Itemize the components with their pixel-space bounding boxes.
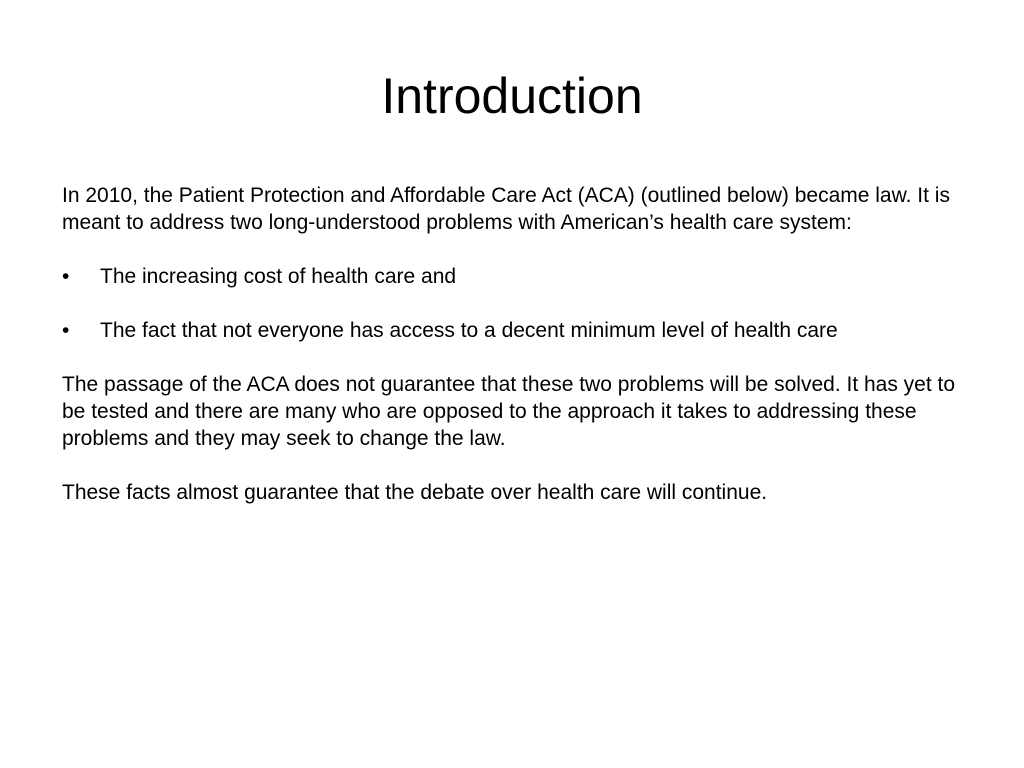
slide-body bbox=[62, 182, 967, 533]
bullet-marker: • bbox=[62, 265, 70, 288]
intro-paragraph: In 2010, the Patient Protection and Affordable Care Act (ACA) (outlined below) became law. It is meant to address two long-understood problems with American’s health care system: bbox=[62, 184, 950, 234]
body-paragraph: The passage of the ACA does not guarantee that these two problems will be solved. It has yet to be tested and there are many who are opposed to the approach it takes to addressing these problems and they may seek to change the law. bbox=[62, 373, 956, 450]
bullet-item bbox=[62, 263, 967, 290]
bullet-text: The fact that not everyone has access to a decent minimum level of health care bbox=[100, 319, 838, 342]
bullet-item bbox=[62, 317, 967, 344]
bullet-list bbox=[62, 263, 967, 344]
slide-title: Introduction bbox=[381, 68, 643, 124]
closing-paragraph: These facts almost guarantee that the debate over health care will continue. bbox=[62, 481, 768, 504]
bullet-marker: • bbox=[62, 319, 70, 342]
bullet-text: The increasing cost of health care and bbox=[100, 265, 457, 288]
